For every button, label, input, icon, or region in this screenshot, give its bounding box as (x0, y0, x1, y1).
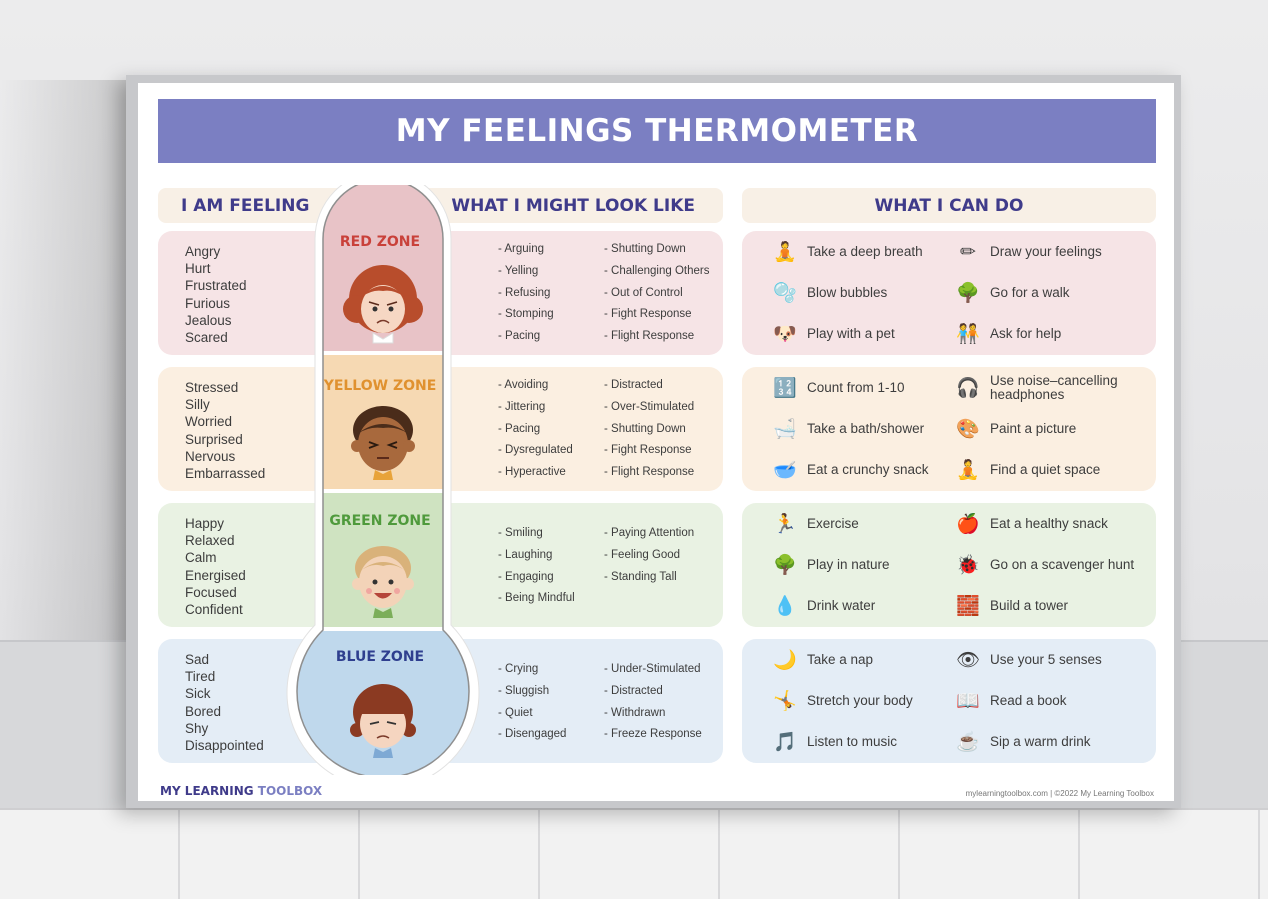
action-item (955, 239, 1102, 265)
action-label: Drink water (807, 598, 876, 613)
feeling-item: Silly (185, 397, 210, 413)
yellow-zone-feelings (185, 379, 265, 482)
look-item: - Shutting Down (604, 419, 694, 441)
look-item: - Withdrawn (604, 703, 702, 725)
zone-label-red: RED ZONE (339, 234, 421, 250)
brand-logo-main: MY LEARNING (160, 784, 254, 798)
red-zone-look-right (604, 239, 709, 348)
red-zone-feelings (185, 243, 247, 346)
look-item: - Jittering (498, 397, 573, 419)
action-item (772, 457, 929, 483)
tree-icon: 🌳 (773, 555, 797, 576)
action-label: Sip a warm drink (990, 734, 1091, 749)
yellow-zone-look-right (604, 375, 694, 484)
look-item: - Flight Response (604, 462, 694, 484)
action-item (772, 552, 890, 578)
scavenger-icon: 🐞 (956, 555, 980, 576)
look-item: - Refusing (498, 283, 554, 305)
action-item (955, 416, 1076, 442)
look-item: - Hyperactive (498, 462, 573, 484)
breathing-girl-icon: 🧘 (773, 242, 797, 263)
action-label: Blow bubbles (807, 285, 888, 300)
header-look: WHAT I MIGHT LOOK LIKE (451, 195, 695, 216)
look-item: - Standing Tall (604, 567, 694, 589)
look-item: - Crying (498, 659, 566, 681)
action-item (955, 688, 1067, 714)
action-label: Ask for help (990, 326, 1062, 341)
yellow-zone-look-left (498, 375, 573, 484)
green-zone-look-right (604, 523, 694, 588)
feeling-item: Energised (185, 567, 246, 583)
action-item (955, 647, 1102, 673)
look-item: - Quiet (498, 703, 566, 725)
look-item: - Paying Attention (604, 523, 694, 545)
action-label: Eat a crunchy snack (807, 462, 929, 477)
look-item: - Freeze Response (604, 724, 702, 746)
senses-icon: 👁 (955, 650, 981, 671)
action-item (772, 511, 859, 537)
look-item: - Laughing (498, 545, 575, 567)
action-item (955, 280, 1070, 306)
feeling-item: Hurt (185, 261, 211, 277)
look-item: - Out of Control (604, 283, 709, 305)
green-zone-look-left (498, 523, 575, 610)
action-label: Use noise–cancelling headphones (990, 373, 1118, 402)
thermometer (280, 185, 486, 775)
action-label: Exercise (807, 516, 859, 531)
look-item: - Distracted (604, 681, 702, 703)
look-item: - Flight Response (604, 326, 709, 348)
action-item (955, 552, 1134, 578)
feeling-item: Worried (185, 414, 233, 430)
look-item: - Feeling Good (604, 545, 694, 567)
footer-credit: mylearningtoolbox.com | ©2022 My Learning Toolbox (965, 789, 1154, 798)
blue-zone-feelings (185, 651, 264, 754)
poster-title: MY FEELINGS THERMOMETER (395, 113, 919, 149)
feeling-item: Relaxed (185, 533, 235, 549)
green-zone-feelings (185, 515, 246, 618)
poster (138, 83, 1174, 801)
action-item (772, 416, 924, 442)
action-item (772, 593, 875, 619)
action-label: Build a tower (990, 598, 1069, 613)
action-item (955, 457, 1100, 483)
look-item: - Shutting Down (604, 239, 709, 261)
stretch-icon: 🤸 (773, 691, 797, 712)
feeling-item: Angry (185, 244, 221, 259)
pencil-icon: ✏ (960, 241, 976, 263)
action-label: Eat a healthy snack (990, 516, 1108, 531)
action-label: Paint a picture (990, 421, 1077, 436)
zone-label-green: GREEN ZONE (329, 513, 431, 529)
blue-zone-look-left (498, 659, 566, 746)
action-item (772, 688, 913, 714)
blue-zone-look-right (604, 659, 702, 746)
action-label: Take a bath/shower (807, 421, 925, 436)
bubbles-icon: 🫧 (773, 283, 797, 304)
feeling-item: Disappointed (185, 738, 264, 754)
feeling-item: Scared (185, 330, 228, 346)
water-bottle-icon: 💧 (773, 596, 797, 617)
look-item: - Pacing (498, 326, 554, 348)
action-item (955, 375, 1120, 401)
look-item: - Stomping (498, 304, 554, 326)
look-item: - Disengaged (498, 724, 566, 746)
brand-logo-accent: TOOLBOX (257, 784, 323, 798)
feeling-item: Jealous (185, 312, 232, 328)
look-item: - Engaging (498, 567, 575, 589)
action-label: Play with a pet (807, 326, 895, 341)
feeling-item: Stressed (185, 380, 239, 395)
snack-bowl-icon: 🥣 (773, 460, 797, 481)
action-label: Read a book (990, 693, 1067, 708)
look-item: - Sluggish (498, 681, 566, 703)
action-label: Count from 1-10 (807, 380, 905, 395)
action-label: Stretch your body (807, 693, 913, 708)
action-item (772, 729, 897, 755)
feeling-item: Calm (185, 550, 217, 566)
brand-logo (160, 784, 322, 798)
look-item: - Under-Stimulated (604, 659, 702, 681)
right-header-bar (742, 188, 1156, 223)
floor (0, 808, 1268, 899)
header-feeling: I AM FEELING (181, 195, 310, 216)
action-item (955, 593, 1068, 619)
action-label: Use your 5 senses (990, 652, 1102, 667)
action-item (955, 321, 1061, 347)
action-item (772, 375, 905, 401)
action-item (772, 239, 923, 265)
book-icon: 📖 (956, 691, 980, 712)
look-item: - Arguing (498, 239, 554, 261)
quiet-space-icon: 🧘 (956, 460, 980, 481)
look-item: - Yelling (498, 261, 554, 283)
music-icon: 🎵 (773, 732, 797, 753)
look-item: - Over-Stimulated (604, 397, 694, 419)
feeling-item: Furious (185, 295, 231, 311)
action-item (772, 647, 873, 673)
header-do: WHAT I CAN DO (874, 195, 1024, 216)
look-item: - Challenging Others (604, 261, 709, 283)
title-bar (158, 99, 1156, 163)
look-item: - Smiling (498, 523, 575, 545)
feeling-item: Confident (185, 602, 243, 618)
feeling-item: Shy (185, 720, 209, 736)
action-label: Find a quiet space (990, 462, 1101, 477)
look-item: - Distracted (604, 375, 694, 397)
action-label: Listen to music (807, 734, 898, 749)
feeling-item: Frustrated (185, 278, 247, 294)
look-item: - Avoiding (498, 375, 573, 397)
headphones-icon: 🎧 (956, 378, 980, 399)
action-label: Go on a scavenger hunt (990, 557, 1135, 572)
running-icon: 🏃 (773, 514, 797, 535)
action-item (772, 321, 895, 347)
feeling-item: Surprised (185, 431, 243, 447)
warm-drink-icon: ☕ (956, 732, 980, 753)
look-item: - Fight Response (604, 440, 694, 462)
numbers-icon: 🔢 (773, 378, 797, 399)
bathtub-icon: 🛁 (773, 419, 797, 440)
action-label: Go for a walk (990, 285, 1070, 300)
look-item: - Being Mindful (498, 588, 575, 610)
action-label: Play in nature (807, 557, 890, 572)
help-icon: 🧑‍🤝‍🧑 (956, 324, 980, 345)
action-item (955, 511, 1108, 537)
palette-icon: 🎨 (956, 419, 980, 440)
blocks-icon: 🧱 (956, 596, 980, 617)
red-zone-look-left (498, 239, 554, 348)
trees-icon: 🌳 (956, 283, 980, 304)
pet-icon: 🐶 (773, 324, 797, 345)
zone-label-yellow: YELLOW ZONE (323, 378, 437, 394)
feeling-item: Sick (185, 686, 211, 702)
feeling-item: Focused (185, 584, 237, 600)
action-label: Take a nap (807, 652, 874, 667)
action-label: Draw your feelings (990, 244, 1102, 259)
fruit-bowl-icon: 🍎 (956, 514, 980, 535)
action-label: Take a deep breath (807, 244, 923, 259)
feeling-item: Sad (185, 652, 210, 667)
look-item: - Fight Response (604, 304, 709, 326)
moon-nap-icon: 🌙 (773, 650, 797, 671)
look-item: - Dysregulated (498, 440, 573, 462)
zone-label-blue: BLUE ZONE (335, 649, 425, 665)
feeling-item: Happy (185, 516, 225, 531)
feeling-item: Nervous (185, 448, 236, 464)
action-item (772, 280, 887, 306)
action-item (955, 729, 1091, 755)
look-item: - Pacing (498, 419, 573, 441)
feeling-item: Bored (185, 703, 222, 719)
feeling-item: Tired (185, 669, 216, 685)
feeling-item: Embarrassed (185, 466, 266, 482)
